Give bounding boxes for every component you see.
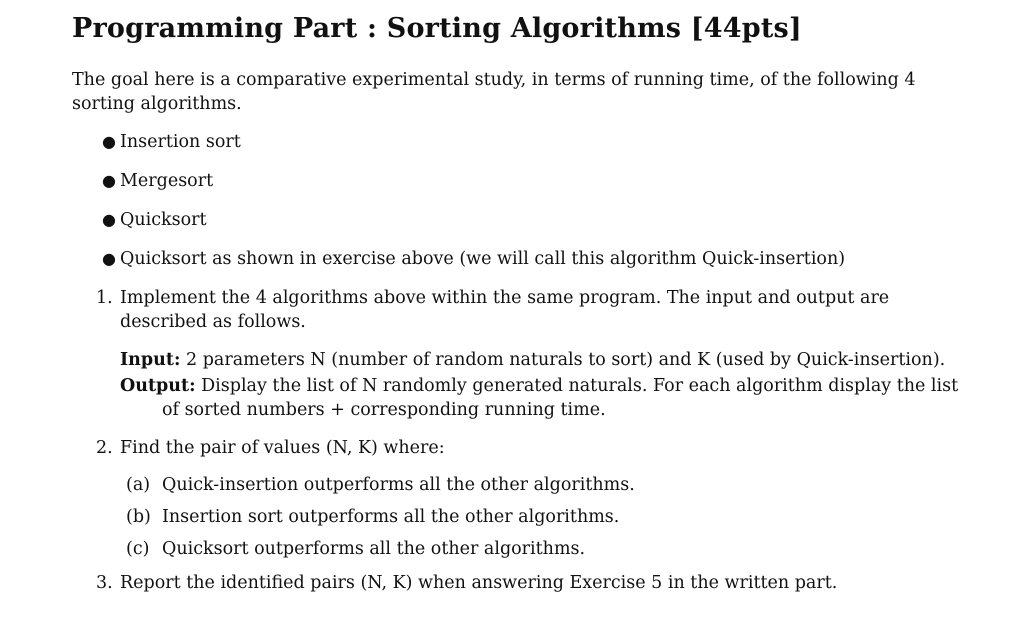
- subitem-text: Insertion sort outperforms all the other algorithms.: [162, 507, 620, 527]
- bullet-icon: ●: [102, 171, 116, 190]
- task-list: [72, 286, 976, 595]
- algorithm-item: [72, 247, 976, 271]
- algorithm-item: [72, 130, 976, 154]
- bullet-icon: ●: [102, 249, 116, 268]
- task-text: Find the pair of values (N, K) where:: [120, 438, 445, 458]
- subitem-label: (a): [126, 475, 151, 495]
- section-title: Programming Part : Sorting Algorithms [44pts]: [72, 13, 802, 44]
- task-text: Report the identified pairs (N, K) when answering Exercise 5 in the written part.: [120, 573, 838, 593]
- subitem-text: Quicksort outperforms all the other algorithms.: [162, 539, 586, 559]
- algorithm-label: Quicksort: [120, 210, 207, 230]
- subitem-label: (c): [126, 539, 150, 559]
- task-number: 3.: [96, 573, 113, 593]
- bullet-icon: ●: [102, 132, 116, 151]
- task-item-2: [72, 436, 976, 561]
- task-text: Implement the 4 algorithms above within the same program. The input and output are described as follows.: [120, 288, 890, 332]
- algorithm-list: [72, 130, 976, 271]
- algorithm-label: Mergesort: [120, 171, 214, 191]
- subitem-text: Quick-insertion outperforms all the other algorithms.: [162, 475, 635, 495]
- input-spec: [120, 348, 980, 372]
- algorithm-item: [72, 208, 976, 232]
- subitem: [120, 505, 976, 529]
- output-text: Display the list of N randomly generated naturals. For each algorithm display the list of sorted numbers + corresponding running time.: [162, 376, 959, 420]
- subitem: [120, 473, 976, 497]
- task-item-3: [72, 571, 976, 595]
- io-spec: [120, 348, 980, 422]
- intro-paragraph: The goal here is a comparative experimental study, in terms of running time, of the following 4 sorting algorithms.: [72, 70, 916, 114]
- task-number: 1.: [96, 288, 113, 308]
- subitem-label: (b): [126, 507, 151, 527]
- output-label: Output:: [120, 376, 196, 396]
- algorithm-label: Insertion sort: [120, 132, 241, 152]
- task-number: 2.: [96, 438, 113, 458]
- algorithm-label: Quicksort as shown in exercise above (we will call this algorithm Quick-insertion): [120, 249, 846, 269]
- task-item-1: [72, 286, 980, 422]
- input-text: 2 parameters N (number of random naturals to sort) and K (used by Quick-insertion).: [186, 350, 946, 370]
- subitem: [120, 537, 976, 561]
- subitem-list: [120, 473, 976, 561]
- input-label: Input:: [120, 350, 181, 370]
- output-spec: [120, 374, 980, 422]
- bullet-icon: ●: [102, 210, 116, 229]
- algorithm-item: [72, 169, 976, 193]
